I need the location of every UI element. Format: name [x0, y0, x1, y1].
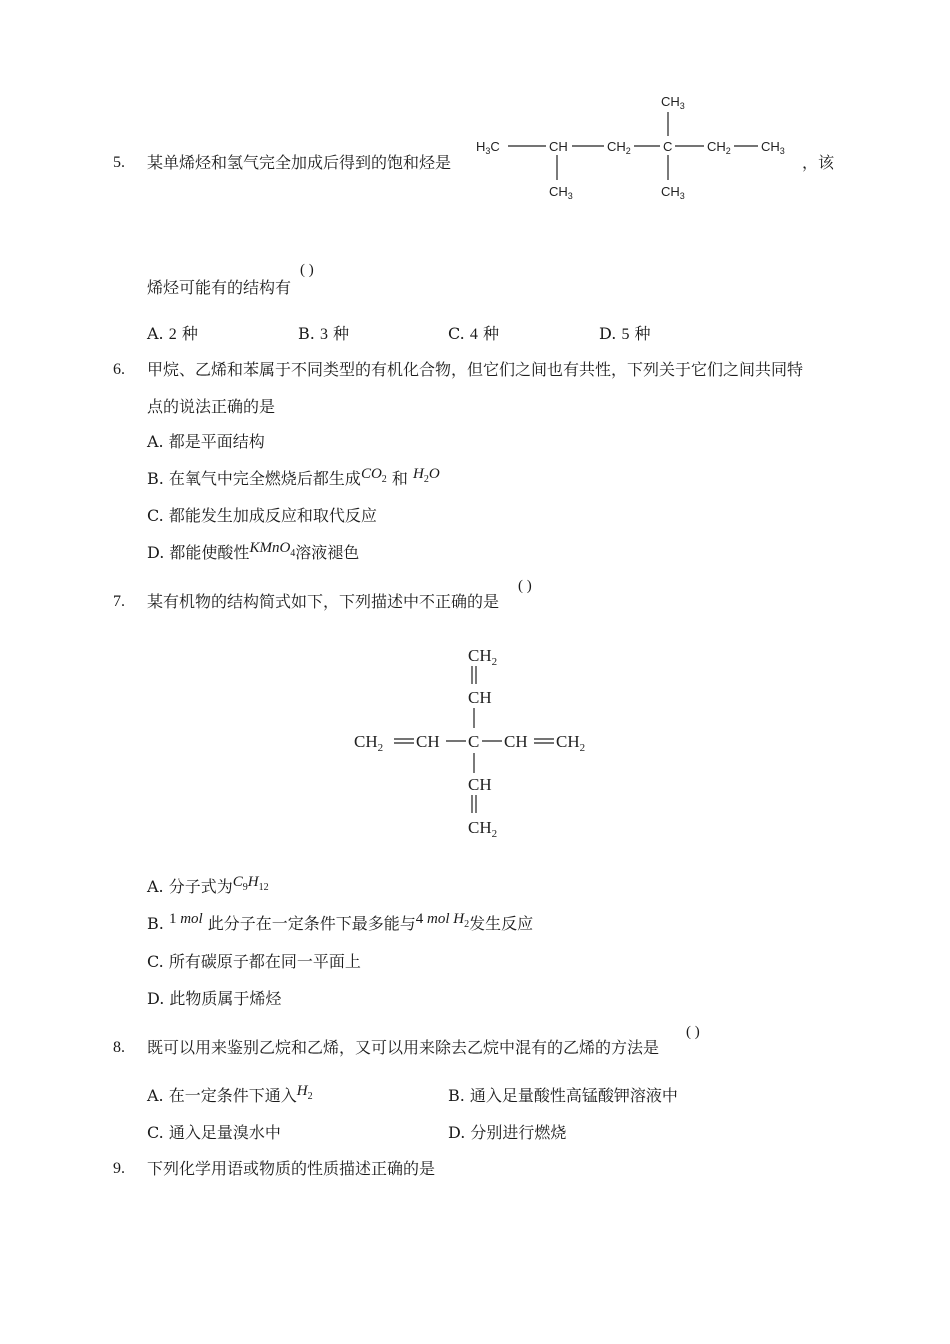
atom-ch-bottom: CH [468, 775, 492, 794]
question-5-answer-paren: ( ) [300, 262, 314, 278]
atom-ch-right: CH [504, 732, 528, 751]
atom-ch2-left: $CH_2$ [354, 732, 384, 754]
formula-subscript: 2 [307, 1091, 313, 1102]
option-text: B. 在氧气中完全燃烧后都生成 [147, 469, 361, 488]
question-8-option-b[interactable]: B. 通入足量酸性高锰酸钾溶液中 [448, 1086, 678, 1105]
option-letter: B. [298, 324, 315, 343]
question-5-option-d[interactable] [599, 324, 651, 345]
atom-ch3-bottom-2: $CH_3$ [661, 184, 685, 201]
question-7-option-c[interactable]: C. 所有碳原子都在同一平面上 [147, 952, 361, 971]
question-9-stem: 下列化学用语或物质的性质描述正确的是 [147, 1159, 436, 1178]
atom-ch2-a: $CH_2$ [607, 139, 631, 156]
question-7-structure-diagram [350, 640, 610, 840]
quantity-unit: mol [180, 911, 203, 927]
formula-symbol: H [296, 1083, 308, 1099]
atom-ch3-top: $CH_3$ [661, 94, 685, 111]
option-value: 4 [469, 326, 478, 343]
atom-ch3-end: $CH_3$ [761, 139, 785, 156]
formula-symbol: C [232, 874, 243, 890]
formula-symbol: CO [360, 466, 382, 482]
formula-h2 [296, 1083, 313, 1102]
formula-symbol: KMnO [249, 540, 291, 556]
quantity-4mol-h2 [415, 911, 470, 930]
quantity-unit: mol [427, 911, 450, 927]
option-text: B. [147, 914, 164, 933]
question-5-stem-tail: ，该 [802, 153, 835, 172]
question-6-option-d[interactable] [147, 540, 360, 570]
question-8-option-d[interactable]: D. 分别进行燃烧 [448, 1123, 567, 1142]
option-text: 此分子在一定条件下最多能与 [207, 914, 416, 933]
atom-h3c: $H_3C$ [476, 139, 500, 156]
question-9-number: 9. [113, 1160, 125, 1177]
question-8-answer-paren: ( ) [686, 1024, 700, 1040]
formula-subscript: 2 [381, 474, 387, 485]
option-value: 2 [168, 326, 177, 343]
formula-co2 [360, 466, 387, 485]
question-6-option-c[interactable]: C. 都能发生加成反应和取代反应 [147, 506, 377, 525]
formula-subscript: 9 [242, 882, 248, 893]
option-letter: C. [448, 324, 465, 343]
question-5-stem: 某单烯烃和氢气完全加成后得到的饱和烃是 [147, 153, 452, 172]
option-text: 溶液褪色 [295, 543, 360, 562]
question-6-stem-line1: 甲烷、乙烯和苯属于不同类型的有机化合物，但它们之间也有共性，下列关于它们之间共同特 [147, 360, 804, 379]
formula-symbol: H [247, 874, 259, 890]
atom-c-center: C [468, 732, 480, 751]
option-letter: D. [599, 324, 617, 343]
question-7-number: 7. [113, 593, 125, 610]
formula-symbol: H [412, 466, 424, 482]
option-text: 和 [391, 469, 408, 488]
question-8-number: 8. [113, 1039, 125, 1056]
atom-ch3-bottom-1: $CH_3$ [549, 184, 573, 201]
question-5-option-c[interactable] [448, 324, 499, 345]
atom-ch2-right: $CH_2$ [556, 732, 586, 754]
formula-kmno4 [249, 540, 296, 559]
option-unit: 种 [181, 324, 198, 343]
atom-ch-top: CH [468, 688, 492, 707]
formula-subscript: 2 [464, 919, 470, 930]
question-5-number: 5. [113, 154, 125, 171]
quantity-number: 1 [168, 911, 177, 927]
formula-symbol: H [453, 911, 465, 927]
formula-c9h12 [232, 874, 269, 893]
formula-subscript: 4 [290, 548, 296, 559]
atom-ch2-b: $CH_2$ [707, 139, 731, 156]
option-unit: 种 [333, 324, 350, 343]
atom-ch2-top: $CH_2$ [468, 646, 498, 668]
question-8-stem: 既可以用来鉴别乙烷和乙烯，又可以用来除去乙烷中混有的乙烯的方法是 [147, 1038, 660, 1057]
option-text: 发生反应 [469, 914, 534, 933]
option-value: 3 [319, 326, 328, 343]
option-text: D. 都能使酸性 [147, 543, 250, 562]
question-7-answer-paren: ( ) [518, 578, 532, 594]
question-5-structure-diagram [468, 88, 798, 206]
formula-h2o [412, 466, 440, 485]
question-7-option-b[interactable] [147, 911, 534, 941]
atom-ch: CH [549, 139, 568, 154]
option-unit: 种 [634, 324, 651, 343]
question-7-option-a[interactable] [147, 874, 269, 904]
question-6-number: 6. [113, 361, 125, 378]
quantity-1mol [169, 911, 203, 927]
atom-ch2-bottom: $CH_2$ [468, 818, 498, 840]
question-6-option-a[interactable]: A. 都是平面结构 [147, 432, 265, 451]
question-5-stem-line2: 烯烃可能有的结构有 [147, 278, 292, 297]
option-value: 5 [621, 326, 630, 343]
option-letter: A. [147, 324, 164, 343]
option-text: A. 分子式为 [147, 877, 233, 896]
atom-c-quaternary: C [663, 139, 673, 154]
question-7-stem: 某有机物的结构简式如下，下列描述中不正确的是 [147, 592, 500, 611]
question-7-option-d[interactable]: D. 此物质属于烯烃 [147, 989, 282, 1008]
question-5-option-a[interactable] [147, 324, 198, 345]
formula-symbol: O [428, 466, 440, 482]
option-unit: 种 [482, 324, 499, 343]
formula-subscript: 2 [423, 474, 429, 485]
option-text: A. 在一定条件下通入 [147, 1086, 297, 1105]
atom-ch-left: CH [416, 732, 440, 751]
question-5-option-b[interactable] [298, 324, 349, 345]
question-8-option-c[interactable]: C. 通入足量溴水中 [147, 1123, 281, 1142]
question-6-option-b[interactable] [147, 466, 440, 496]
quantity-number: 4 [415, 911, 424, 927]
formula-subscript: 12 [258, 882, 269, 893]
question-8-option-a[interactable] [147, 1083, 313, 1113]
question-6-stem-line2: 点的说法正确的是 [147, 397, 276, 416]
